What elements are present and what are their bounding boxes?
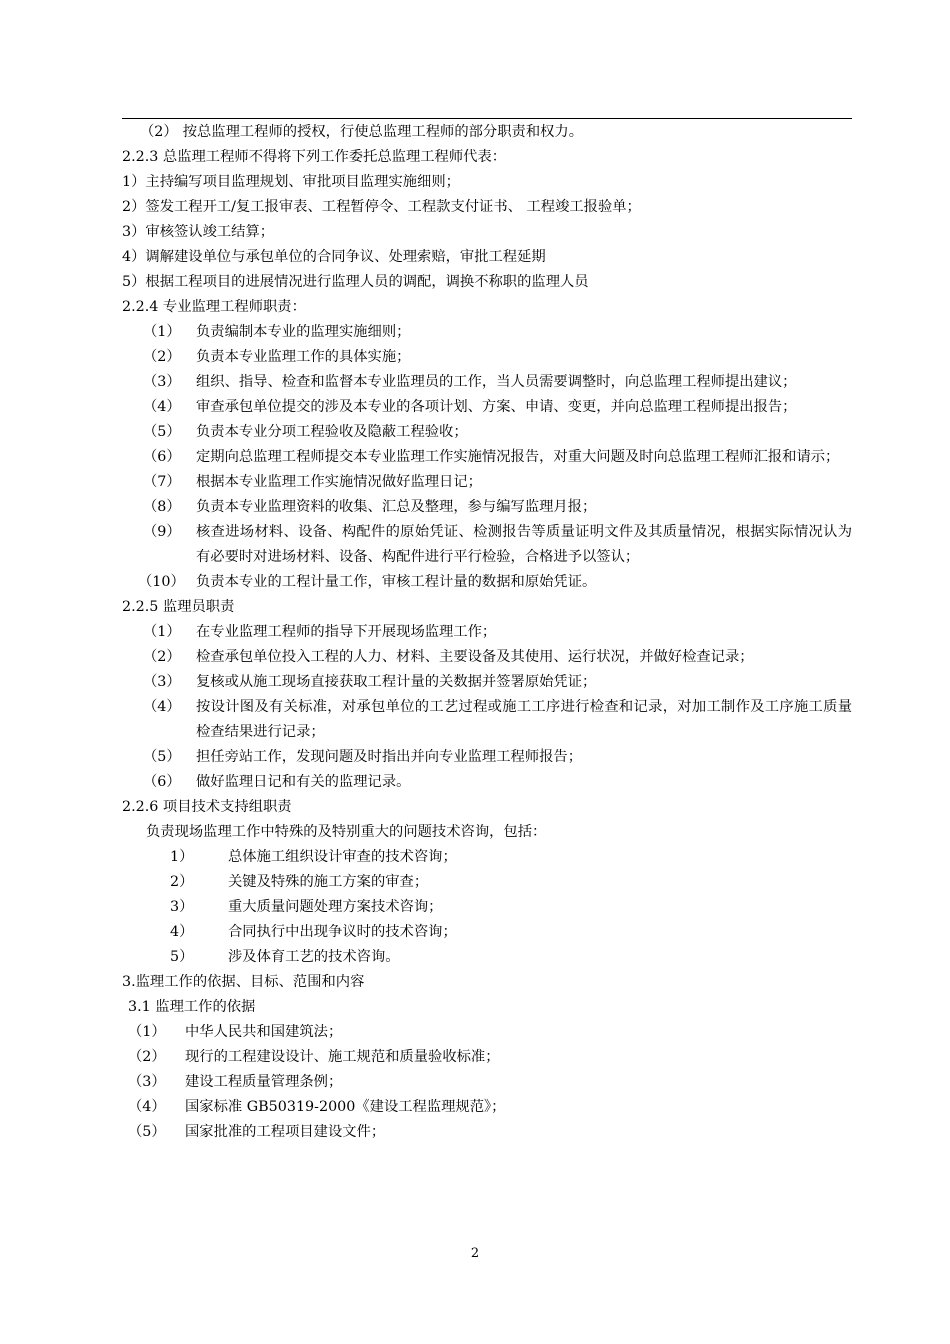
list-item (122, 695, 852, 745)
item-number: （7） (143, 474, 181, 490)
list-item (122, 870, 852, 895)
item-number: （4） (143, 399, 181, 415)
item-text: 负责本专业的工程计量工作，审核工程计量的数据和原始凭证。 (196, 574, 597, 590)
list-item (122, 420, 852, 445)
item-number: （3） (143, 674, 181, 690)
section-heading-2-2-6: 2.2.6 项目技术支持组职责 (122, 799, 292, 815)
item-number: （5） (143, 424, 181, 440)
list-item: 3）审核签认竣工结算； (122, 224, 275, 240)
list-item (122, 520, 852, 570)
item-text: 重大质量问题处理方案技术咨询； (228, 899, 443, 915)
item-text: 负责本专业监理工作的具体实施； (196, 349, 411, 365)
item-text: 现行的工程建设设计、施工规范和质量验收标准； (185, 1049, 500, 1065)
item-number: （6） (143, 774, 181, 790)
item-text: 国家批准的工程项目建设文件； (185, 1124, 386, 1140)
item-text: 合同执行中出现争议时的技术咨询； (228, 924, 457, 940)
item-number: （1） (143, 624, 181, 640)
item-number: （4） (143, 699, 181, 715)
list-item: 2）签发工程开工/复工报审表、工程暂停令、工程款支付证书、 工程竣工报验单； (122, 199, 641, 215)
list-item (122, 1120, 852, 1145)
list-item: 1）主持编写项目监理规划、审批项目监理实施细则； (122, 174, 460, 190)
item-number: （1） (143, 324, 181, 340)
item-number: （9） (143, 524, 181, 540)
item-number: （2） (128, 1049, 166, 1065)
item-number: （5） (143, 749, 181, 765)
item-number: （1） (128, 1024, 166, 1040)
item-text: 负责本专业分项工程验收及隐蔽工程验收； (196, 424, 468, 440)
item-text: 涉及体育工艺的技术咨询。 (228, 949, 400, 965)
list-item (122, 745, 852, 770)
list-item (122, 120, 852, 145)
item-text: 总体施工组织设计审查的技术咨询； (228, 849, 457, 865)
list-item (122, 845, 852, 870)
item-number: 5） (170, 949, 194, 965)
item-text: 建设工程质量管理条例； (185, 1074, 343, 1090)
item-text: 按总监理工程师的授权，行使总监理工程师的部分职责和权力。 (182, 124, 584, 140)
item-number: （2） (143, 649, 181, 665)
item-number: 4） (170, 924, 194, 940)
item-number: （4） (128, 1099, 166, 1115)
item-text: 检查承包单位投入工程的人力、材料、主要设备及其使用、运行状况，并做好检查记录； (196, 649, 754, 665)
item-number: （10） (138, 574, 185, 590)
list-item (122, 445, 852, 470)
list-item (122, 320, 852, 345)
header-rule (122, 118, 852, 119)
section-heading-2-2-3: 2.2.3 总监理工程师不得将下列工作委托总监理工程师代表： (122, 149, 507, 165)
item-text: 定期向总监理工程师提交本专业监理工作实施情况报告，对重大问题及时向总监理工程师汇报和请示； (196, 449, 840, 465)
item-text: 负责编制本专业的监理实施细则； (196, 324, 411, 340)
item-number: （2） (140, 124, 178, 140)
item-number: （6） (143, 449, 181, 465)
item-text: 复核或从施工现场直接获取工程计量的关数据并签署原始凭证； (196, 674, 597, 690)
item-number: （8） (143, 499, 181, 515)
list-item (122, 1095, 852, 1120)
list-item (122, 920, 852, 945)
list-item (122, 670, 852, 695)
list-item (122, 345, 852, 370)
item-number: 3） (170, 899, 194, 915)
item-number: 2） (170, 874, 194, 890)
item-number: （3） (143, 374, 181, 390)
list-item (122, 895, 852, 920)
section-heading-2-2-5: 2.2.5 监理员职责 (122, 599, 235, 615)
section-heading-2-2-4: 2.2.4 专业监理工程师职责： (122, 299, 306, 315)
list-item (122, 1020, 852, 1045)
list-item (122, 495, 852, 520)
list-item (122, 395, 852, 420)
list-item: 5）根据工程项目的进展情况进行监理人员的调配，调换不称职的监理人员 (122, 274, 589, 290)
item-text: 根据本专业监理工作实施情况做好监理日记； (196, 474, 482, 490)
list-item (122, 770, 852, 795)
item-text: 在专业监理工程师的指导下开展现场监理工作； (196, 624, 497, 640)
paragraph: 负责现场监理工作中特殊的及特别重大的问题技术咨询，包括： (146, 824, 547, 840)
list-item (122, 470, 852, 495)
section-heading-3: 3.监理工作的依据、目标、范围和内容 (122, 974, 365, 990)
item-number: （3） (128, 1074, 166, 1090)
item-text: 担任旁站工作，发现问题及时指出并向专业监理工程师报告； (196, 749, 583, 765)
item-number: （2） (143, 349, 181, 365)
item-text: 组织、指导、检查和监督本专业监理员的工作，当人员需要调整时，向总监理工程师提出建议； (196, 374, 797, 390)
list-item (122, 945, 852, 970)
item-text: 中华人民共和国建筑法； (185, 1024, 343, 1040)
item-number: 1） (170, 849, 194, 865)
section-heading-3-1: 3.1 监理工作的依据 (128, 999, 256, 1015)
item-text: 核查进场材料、设备、构配件的原始凭证、检测报告等质量证明文件及其质量情况，根据实际情况认为有必要时对进场材料、设备、构配件进行平行检验，合格进予以签认； (196, 524, 852, 565)
item-text: 关键及特殊的施工方案的审查； (228, 874, 429, 890)
page-number: 2 (470, 1246, 480, 1261)
item-text: 审查承包单位提交的涉及本专业的各项计划、方案、申请、变更，并向总监理工程师提出报告； (196, 399, 797, 415)
item-number: （5） (128, 1124, 166, 1140)
list-item (122, 1070, 852, 1095)
document-body (122, 120, 852, 1145)
list-item: 4）调解建设单位与承包单位的合同争议、处理索赔，审批工程延期 (122, 249, 546, 265)
list-item (117, 570, 852, 595)
list-item (122, 645, 852, 670)
item-text: 按设计图及有关标准，对承包单位的工艺过程或施工工序进行检查和记录，对加工制作及工序施工质量检查结果进行记录； (196, 699, 852, 740)
item-text: 负责本专业监理资料的收集、汇总及整理，参与编写监理月报； (196, 499, 597, 515)
list-item (122, 370, 852, 395)
list-item (122, 620, 852, 645)
list-item (122, 1045, 852, 1070)
item-text: 做好监理日记和有关的监理记录。 (196, 774, 411, 790)
item-text: 国家标准 GB50319-2000《建设工程监理规范》； (185, 1099, 506, 1115)
